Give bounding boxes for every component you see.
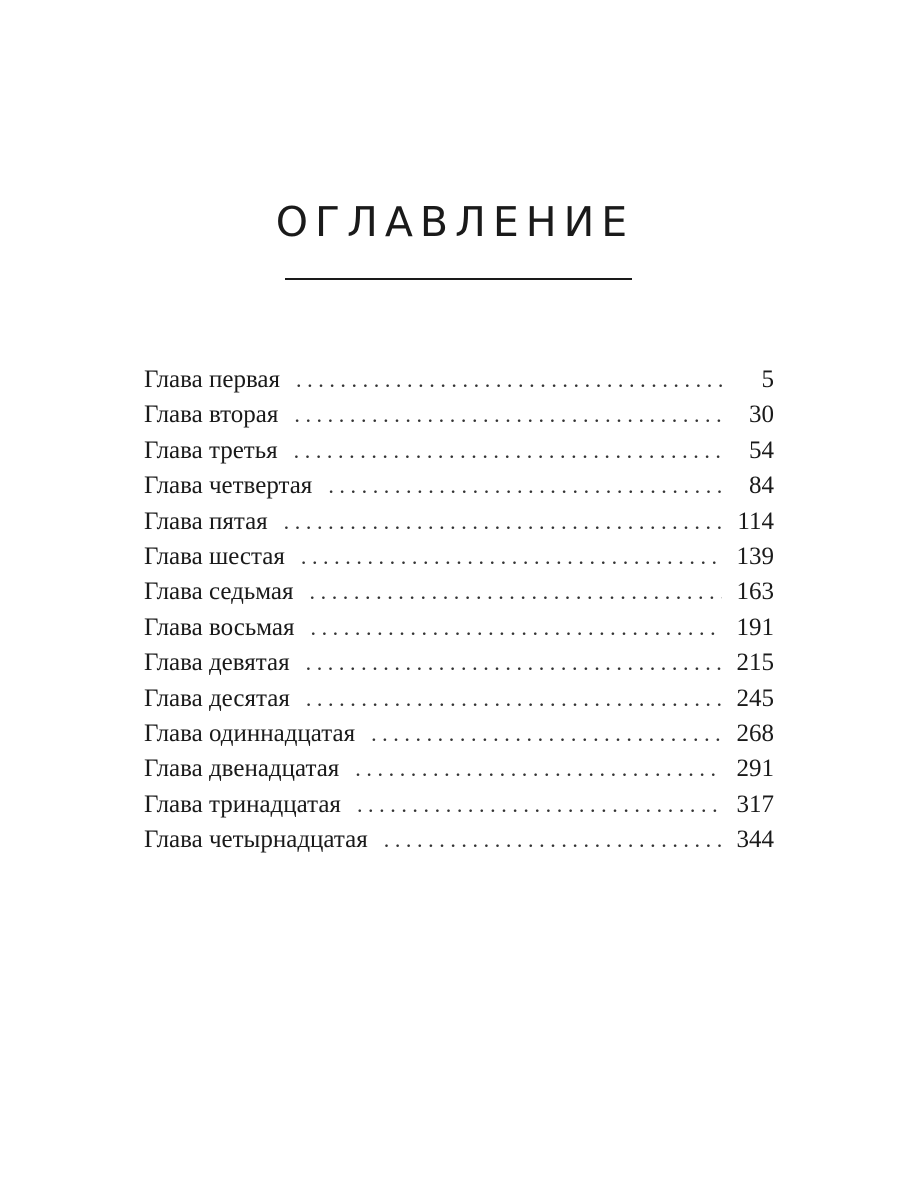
toc-dot-leader bbox=[384, 822, 722, 857]
toc-entry-label: Глава двенадцатая bbox=[144, 755, 340, 783]
toc-entry-label: Глава четырнадцатая bbox=[144, 826, 368, 854]
toc-entry-label: Глава третья bbox=[144, 436, 278, 464]
toc-entry[interactable] bbox=[144, 681, 774, 716]
toc-page-number: 5 bbox=[761, 366, 774, 393]
toc-dot-leader bbox=[306, 645, 722, 680]
toc-dot-leader bbox=[310, 610, 722, 645]
page-title: ОГЛАВЛЕНИЕ bbox=[275, 198, 635, 246]
toc-dot-leader bbox=[284, 504, 722, 539]
toc-page-number: 268 bbox=[736, 719, 774, 747]
toc-dot-leader bbox=[301, 539, 722, 574]
toc-entry-label: Глава десятая bbox=[144, 684, 290, 712]
toc-entry-label: Глава пятая bbox=[144, 507, 268, 535]
toc-entry-label: Глава шестая bbox=[144, 542, 285, 570]
toc-entry-label: Глава одиннадцатая bbox=[144, 719, 356, 747]
toc-dot-leader bbox=[355, 751, 722, 786]
toc-entry-label: Глава седьмая bbox=[144, 578, 294, 606]
table-of-contents bbox=[144, 362, 774, 857]
toc-entry[interactable] bbox=[144, 468, 774, 503]
toc-entry[interactable] bbox=[144, 787, 774, 822]
toc-page-number: 191 bbox=[736, 613, 774, 641]
toc-dot-leader bbox=[294, 397, 722, 432]
toc-entry-label: Глава тринадцатая bbox=[144, 790, 341, 818]
toc-dot-leader bbox=[294, 433, 722, 468]
toc-page-number: 30 bbox=[749, 401, 774, 429]
toc-entry[interactable] bbox=[144, 504, 774, 539]
toc-entry-label: Глава девятая bbox=[144, 649, 290, 677]
toc-page-number: 245 bbox=[736, 684, 774, 712]
toc-entry[interactable] bbox=[144, 362, 774, 397]
toc-entry-label: Глава первая bbox=[144, 366, 281, 393]
toc-entry[interactable] bbox=[144, 822, 774, 857]
toc-page-number: 317 bbox=[736, 790, 774, 818]
toc-entry-label: Глава вторая bbox=[144, 401, 279, 429]
toc-page-number: 139 bbox=[736, 542, 774, 570]
toc-entry[interactable] bbox=[144, 716, 774, 751]
toc-page-number: 215 bbox=[736, 649, 774, 677]
toc-dot-leader bbox=[357, 787, 722, 822]
toc-page-number: 54 bbox=[749, 436, 774, 464]
toc-entry-label: Глава восьмая bbox=[144, 613, 295, 641]
toc-entry[interactable] bbox=[144, 539, 774, 574]
toc-entry[interactable] bbox=[144, 751, 774, 786]
toc-page-number: 344 bbox=[736, 826, 774, 854]
toc-dot-leader bbox=[296, 362, 722, 397]
title-divider bbox=[285, 278, 632, 280]
toc-entry[interactable] bbox=[144, 645, 774, 680]
toc-entry[interactable] bbox=[144, 397, 774, 432]
toc-entry-label: Глава четвертая bbox=[144, 472, 313, 500]
toc-page-number: 114 bbox=[737, 507, 774, 535]
toc-page-number: 291 bbox=[736, 755, 774, 783]
toc-page-number: 163 bbox=[736, 578, 774, 606]
toc-dot-leader bbox=[371, 716, 722, 751]
toc-dot-leader bbox=[306, 681, 722, 716]
toc-entry[interactable] bbox=[144, 610, 774, 645]
toc-page-number: 84 bbox=[749, 472, 774, 500]
toc-entry[interactable] bbox=[144, 574, 774, 609]
toc-dot-leader bbox=[328, 468, 722, 503]
toc-entry[interactable] bbox=[144, 433, 774, 468]
toc-dot-leader bbox=[310, 574, 723, 609]
